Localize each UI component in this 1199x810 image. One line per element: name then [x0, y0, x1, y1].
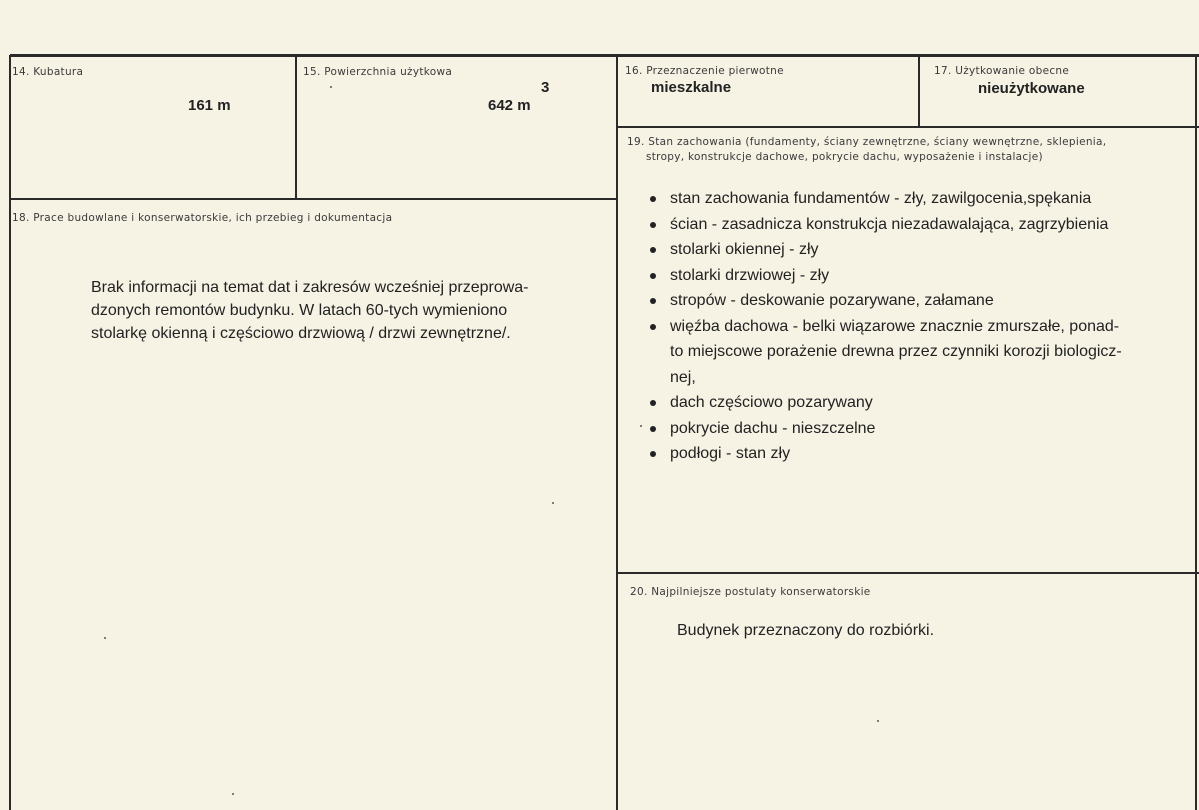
field-18-label: 18. Prace budowlane i konserwatorskie, ich przebieg i dokumentacja: [12, 212, 393, 224]
field-18-line: dzonych remontów budynku. W latach 60-tych wymieniono: [91, 302, 508, 319]
field-19-label-line2: stropy, konstrukcje dachowe, pokrycie dachu, wyposażenie i instalacje): [646, 151, 1043, 163]
paper-speck: [877, 720, 879, 722]
field-16-value: mieszkalne: [651, 79, 732, 96]
rule-below-16-17: [617, 126, 1199, 128]
condition-item: podłogi - stan zły: [648, 441, 1122, 467]
field-17-label: 17. Użytkowanie obecne: [934, 65, 1070, 77]
condition-item: stolarki drzwiowej - zły: [648, 263, 1122, 289]
field-20-label: 20. Najpilniejsze postulaty konserwatorskie: [630, 586, 871, 598]
bullet-icon: [650, 426, 656, 432]
field-17-value: nieużytkowane: [978, 80, 1085, 97]
bullet-icon: [650, 400, 656, 406]
right-edge-rule: [1195, 55, 1197, 810]
condition-item: więźba dachowa - belki wiązarowe znacznie zmurszałe, ponad-: [648, 314, 1122, 340]
paper-speck: [640, 425, 642, 427]
field-16-label: 16. Przeznaczenie pierwotne: [625, 65, 784, 77]
left-edge-rule: [9, 55, 11, 810]
condition-item: ścian - zasadnicza konstrukcja niezadawalająca, zagrzybienia: [648, 212, 1122, 238]
bullet-icon: [650, 247, 656, 253]
paper-speck: [552, 502, 554, 504]
field-15-label: 15. Powierzchnia użytkowa: [303, 66, 453, 78]
bullet-icon: [650, 222, 656, 228]
bullet-icon: [650, 273, 656, 279]
field-19-condition-list: [648, 186, 1122, 467]
rule-above-20: [617, 572, 1199, 574]
field-15-superscript: 3: [541, 79, 550, 96]
field-18-text: [91, 276, 529, 345]
paper-speck: [232, 793, 234, 795]
field-19-label-line1: 19. Stan zachowania (fundamenty, ściany zewnętrzne, ściany wewnętrzne, sklepienia,: [627, 136, 1107, 148]
field-18-line: stolarkę okienną i częściowo drzwiową / drzwi zewnętrzne/.: [91, 325, 511, 342]
condition-item: stolarki okiennej - zły: [648, 237, 1122, 263]
divider-center: [616, 55, 618, 810]
field-14-value: 161 m: [188, 97, 231, 114]
condition-item: stan zachowania fundamentów - zły, zawilgocenia,spękania: [648, 186, 1122, 212]
rule-above-18: [10, 198, 617, 200]
field-18-line: Brak informacji na temat dat i zakresów wcześniej przeprowa-: [91, 279, 529, 296]
condition-item: pokrycie dachu - nieszczelne: [648, 416, 1122, 442]
bullet-icon: [650, 196, 656, 202]
field-14-label: 14. Kubatura: [12, 66, 84, 78]
divider-16-17: [918, 55, 920, 127]
field-20-value: Budynek przeznaczony do rozbiórki.: [677, 622, 935, 639]
condition-item-continuation: to miejscowe porażenie drewna przez czynniki korozji biologicz-: [670, 343, 1122, 360]
paper-speck: [330, 86, 332, 88]
condition-item: stropów - deskowanie pozarywane, załamane: [648, 288, 1122, 314]
bullet-icon: [650, 451, 656, 457]
top-rule: [10, 54, 1199, 57]
condition-item-continuation: nej,: [670, 368, 696, 386]
divider-14-15: [295, 55, 297, 199]
field-15-value: 642 m: [488, 97, 531, 114]
bullet-icon: [650, 298, 656, 304]
bullet-icon: [650, 324, 656, 330]
paper-speck: [104, 637, 106, 639]
condition-item: dach częściowo pozarywany: [648, 390, 1122, 416]
